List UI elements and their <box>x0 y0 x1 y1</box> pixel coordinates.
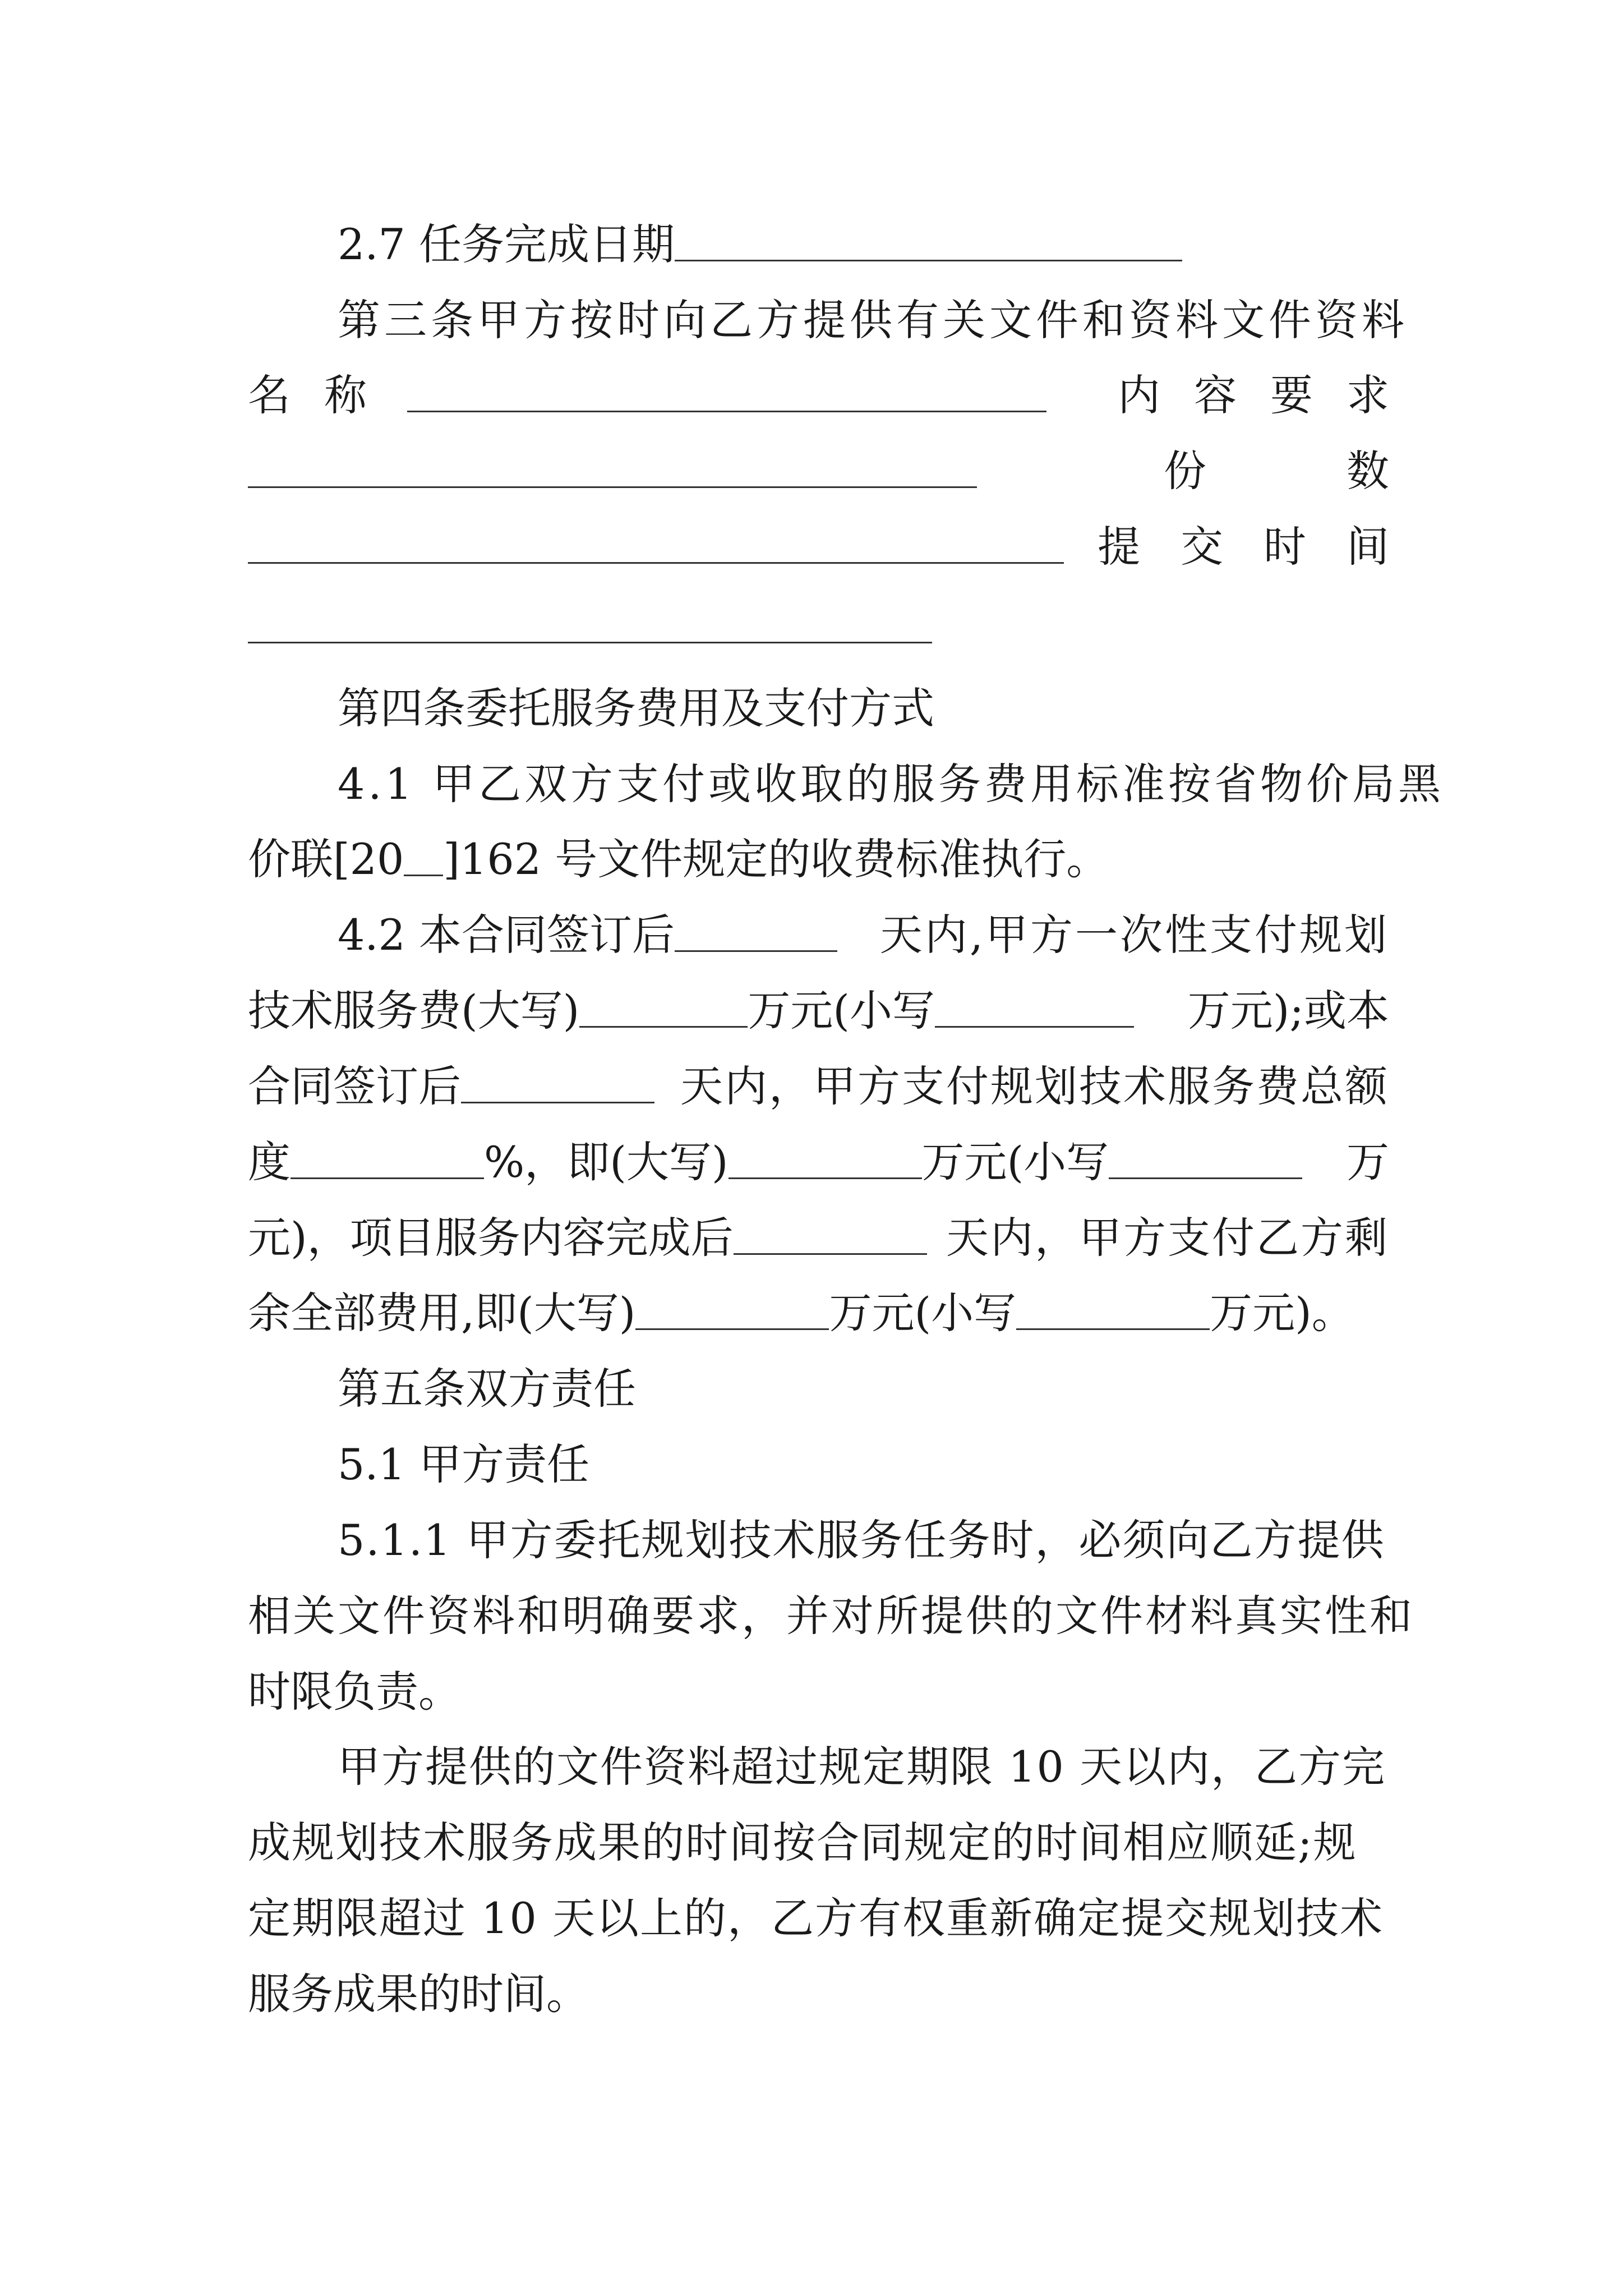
section-4-2-text-k: 万 <box>1347 1137 1389 1187</box>
section-4-2-text-n: 余全部费用,即(大写) <box>248 1288 636 1338</box>
section-4-2-text-j: 万元(小写 <box>921 1137 1109 1187</box>
fill-blank-amount-upper-2[interactable] <box>728 1137 922 1179</box>
section-4-2-text-h: 度 <box>248 1137 291 1187</box>
section-5-1-1-text-2: 相关文件资料和明确要求，并对所提供的文件材料真实性和 <box>248 1591 1414 1641</box>
section-5-1-1-line-2 <box>248 1578 1414 1654</box>
fill-blank-completion-date[interactable] <box>675 219 1182 261</box>
section-4-2-line-3 <box>248 1048 1389 1124</box>
section-4-1-line-1 <box>338 746 1445 822</box>
fill-blank-percent[interactable] <box>291 1137 484 1179</box>
article-5-title-text: 第五条双方责任 <box>338 1364 636 1414</box>
article-3-line-4 <box>248 509 1430 585</box>
section-5-1-1-line-1 <box>338 1502 1389 1578</box>
section-5-1 <box>338 1427 1389 1502</box>
paragraph-line-3 <box>248 1880 1389 1956</box>
fill-blank-amount-upper-1[interactable] <box>579 986 748 1028</box>
section-4-2-text-m: 天内，甲方支付乙方剩 <box>946 1213 1389 1263</box>
section-4-2-text-a: 4.2 本合同签订后 <box>338 910 675 960</box>
article-5-title <box>338 1351 1389 1427</box>
label-content-requirement: 内容要求 <box>1118 370 1423 420</box>
paragraph-text-3: 定期限超过 10 天以上的，乙方有权重新确定提交规划技术 <box>248 1893 1384 1943</box>
section-4-2-text-c: 技术服务费(大写) <box>248 986 580 1036</box>
section-4-2-line-5 <box>248 1200 1389 1276</box>
paragraph-line-2 <box>248 1805 1389 1880</box>
section-4-2-text-i: %，即(大写) <box>484 1137 728 1187</box>
section-5-1-text: 5.1 甲方责任 <box>338 1439 590 1489</box>
article-3-line-5 <box>248 601 1389 635</box>
fill-blank-year[interactable] <box>404 834 443 876</box>
section-4-2-text-b: 天内,甲方一次性支付规划 <box>879 910 1389 960</box>
label-submit-time: 提交时间 <box>1098 522 1430 572</box>
fill-blank-days-1[interactable] <box>675 910 837 952</box>
label-copies: 份数 <box>1164 446 1529 496</box>
article-3-line-1 <box>338 282 1408 358</box>
article-4-title-text: 第四条委托服务费用及支付方式 <box>338 683 934 733</box>
section-4-2-line-1 <box>338 897 1389 973</box>
section-5-1-1-line-3 <box>248 1654 1389 1729</box>
section-4-2-text-l: 元)，项目服务内容完成后 <box>248 1213 734 1263</box>
fill-blank-copies[interactable] <box>248 522 1064 564</box>
fill-blank-days-2[interactable] <box>461 1061 654 1103</box>
fill-blank-amount-lower-2[interactable] <box>1109 1137 1302 1179</box>
article-3-line-2 <box>248 357 1423 433</box>
section-4-2-text-o: 万元(小写 <box>829 1288 1017 1338</box>
section-4-1-line-2 <box>248 821 1389 897</box>
section-5-1-1-text-1: 5.1.1 甲方委托规划技术服务任务时，必须向乙方提供 <box>338 1515 1385 1565</box>
fill-blank-submit-time[interactable] <box>248 601 932 643</box>
article-4-title <box>338 670 1389 746</box>
section-4-2-text-f: 合同签订后 <box>248 1061 461 1111</box>
paragraph-line-4 <box>248 1956 1389 2032</box>
fill-blank-amount-lower-3[interactable] <box>1016 1288 1210 1330</box>
section-4-1-text-b: ]162 号文件规定的收费标准执行。 <box>443 834 1109 884</box>
paragraph-text-4: 服务成果的时间。 <box>248 1969 589 2019</box>
section-5-1-1-text-3: 时限负责。 <box>248 1667 461 1717</box>
article-3-line-3 <box>248 433 1529 509</box>
section-4-1-text-a: 价联[20 <box>248 834 404 884</box>
section-4-2-line-2 <box>248 973 1389 1048</box>
fill-blank-document-name[interactable] <box>407 370 1046 412</box>
section-2-7-text: 2.7 任务完成日期 <box>338 219 675 269</box>
paragraph-text-1: 甲方提供的文件资料超过规定期限 10 天以内，乙方完 <box>338 1742 1386 1792</box>
fill-blank-content-requirement[interactable] <box>248 446 977 488</box>
paragraph-text-2: 成规划技术服务成果的时间按合同规定的时间相应顺延;规 <box>248 1818 1357 1867</box>
section-4-2-line-4 <box>248 1124 1389 1200</box>
label-name: 名称 <box>248 370 400 420</box>
article-3-text: 第三条甲方按时向乙方提供有关文件和资料文件资料 <box>338 295 1408 345</box>
section-4-2-line-6 <box>248 1275 1389 1351</box>
section-4-2-text-p: 万元)。 <box>1210 1288 1354 1338</box>
section-4-2-text-d: 万元(小写 <box>748 986 935 1036</box>
fill-blank-days-3[interactable] <box>734 1213 927 1255</box>
section-4-1-text: 4.1 甲乙双方支付或收取的服务费用标准按省物价局黑 <box>338 759 1445 809</box>
section-2-7 <box>338 206 1389 282</box>
section-4-2-text-e: 万元);或本 <box>1187 986 1389 1036</box>
section-4-2-text-g: 天内，甲方支付规划技术服务费总额 <box>680 1061 1389 1111</box>
paragraph-line-1 <box>338 1729 1389 1805</box>
fill-blank-amount-upper-3[interactable] <box>635 1288 829 1330</box>
fill-blank-amount-lower-1[interactable] <box>935 986 1134 1028</box>
